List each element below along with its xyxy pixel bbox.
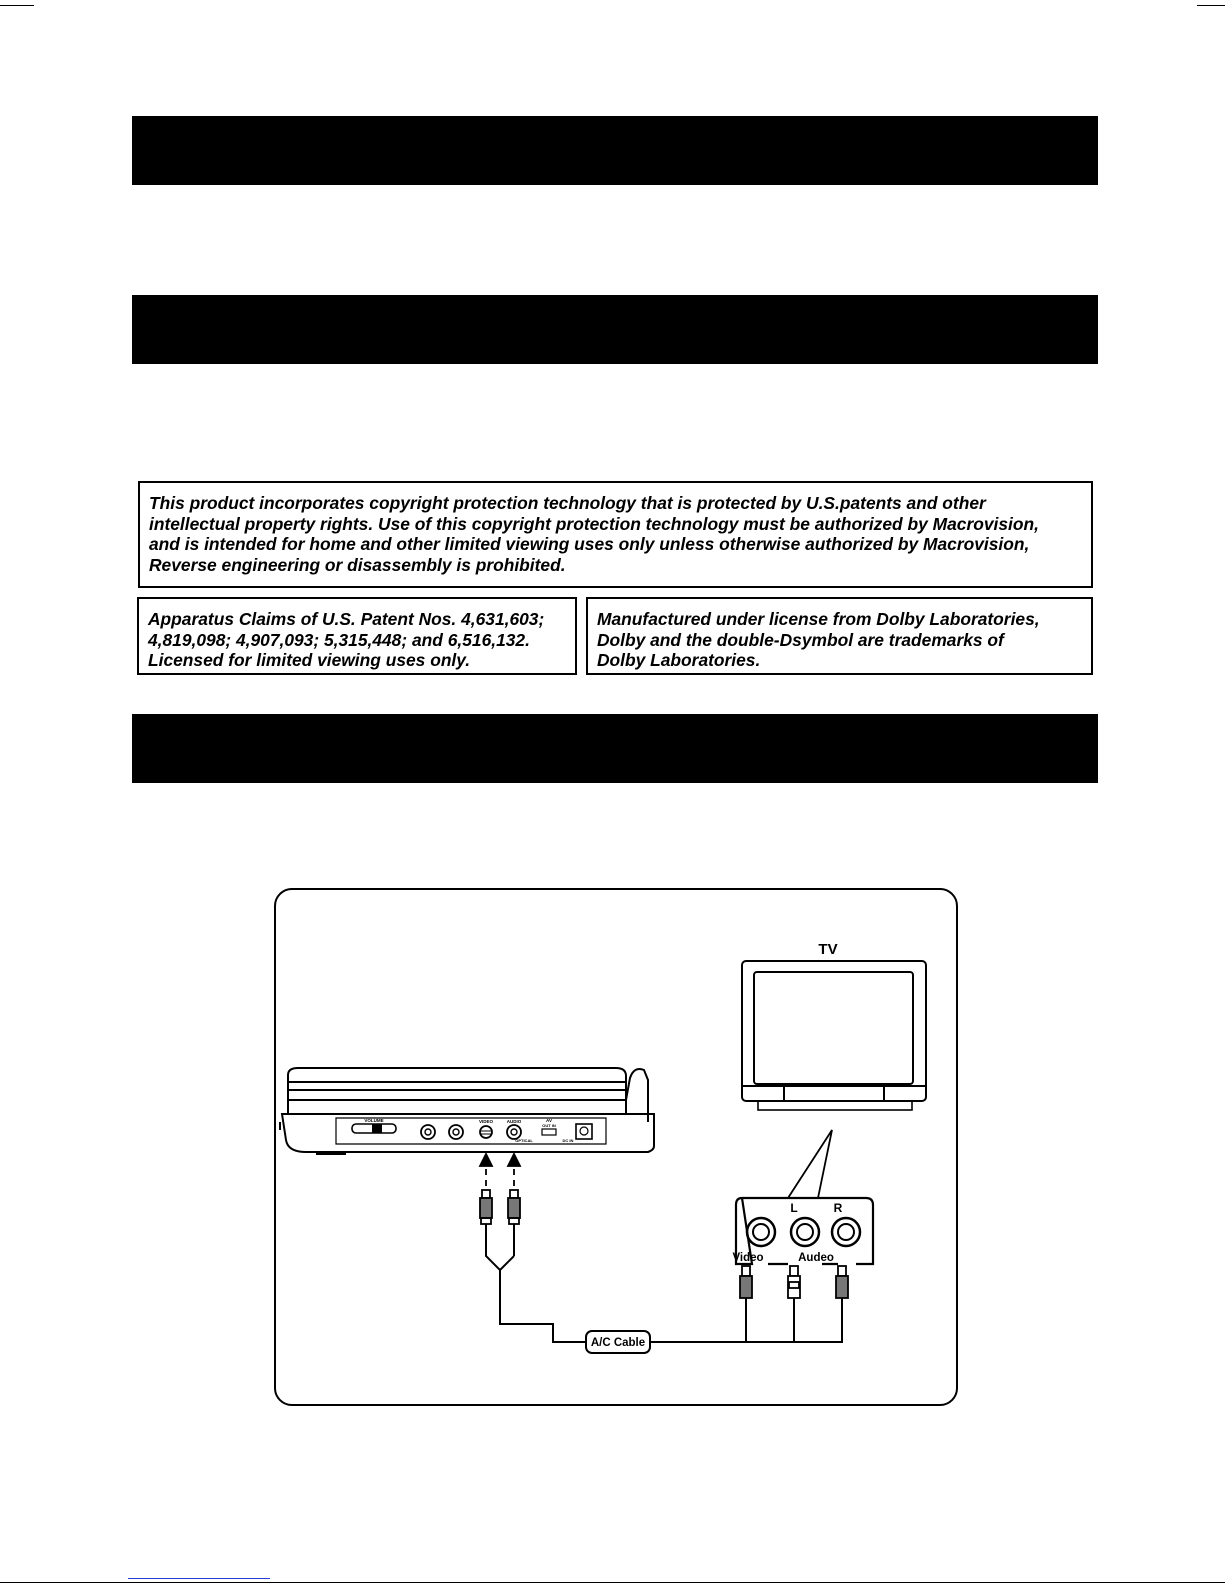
macrovision-line-4: Reverse engineering or disassembly is prohibited. — [149, 554, 566, 575]
cable-label: A/C Cable — [590, 1337, 646, 1349]
connection-diagram — [274, 888, 958, 1406]
player-audio-label: AUDIO — [506, 1119, 522, 1124]
jack-left-label: L — [790, 1201, 798, 1215]
cable-trunk — [486, 1224, 586, 1342]
jack-right-label: R — [833, 1201, 843, 1215]
player-optical-label: OPTICAL — [515, 1138, 533, 1143]
player-video-label: VIDEO — [478, 1119, 494, 1124]
patent-line-2: 4,819,098; 4,907,093; 5,315,448; and 6,516,132. — [148, 629, 530, 650]
patent-line-3: Licensed for limited viewing uses only. — [148, 650, 471, 670]
player-side-plugs — [480, 1190, 520, 1224]
audio-label: Audeo — [798, 1252, 834, 1264]
connection-arrows — [480, 1154, 520, 1190]
player-av-label: AV — [546, 1118, 552, 1123]
bottom-link-underline — [128, 1578, 270, 1579]
dolby-line-3: Dolby Laboratories. — [597, 650, 761, 670]
patent-line-1: Apparatus Claims of U.S. Patent Nos. 4,631,603; — [148, 609, 545, 629]
player-volume-label: VOLUME — [364, 1118, 384, 1123]
macrovision-line-3: and is intended for home and other limited viewing uses only unless otherwise authorized by Macrovision, — [149, 534, 1030, 554]
dvd-player-icon — [280, 1068, 654, 1155]
player-out-in-label: OUT IN — [542, 1123, 556, 1128]
patent-notice — [137, 597, 577, 675]
connection-diagram-drawing — [276, 890, 958, 1406]
section-header-bar-2 — [132, 295, 1098, 364]
crop-mark-top-left — [0, 5, 34, 6]
section-header-bar-1 — [132, 116, 1098, 185]
bottom-rule — [0, 1582, 1225, 1583]
jack-callout — [788, 1130, 832, 1198]
macrovision-line-1: This product incorporates copyright protection technology that is protected by U.S.patents and other — [149, 493, 986, 513]
dolby-notice — [586, 597, 1093, 675]
video-label: Video — [732, 1252, 764, 1264]
section-header-bar-3 — [132, 714, 1098, 783]
crop-mark-top-right — [1197, 5, 1225, 6]
player-dc-in-label: DC IN — [562, 1138, 574, 1143]
macrovision-line-2: intellectual property rights. Use of this copyright protection technology must be authorized by Macrovision, — [149, 513, 1039, 534]
tv-icon — [742, 961, 926, 1110]
dolby-line-2: Dolby and the double-Dsymbol are trademarks of — [597, 629, 1004, 650]
tv-side-plugs — [740, 1266, 848, 1298]
macrovision-notice — [138, 481, 1093, 588]
dolby-line-1: Manufactured under license from Dolby Laboratories, — [597, 609, 1040, 629]
tv-label: TV — [818, 941, 838, 958]
